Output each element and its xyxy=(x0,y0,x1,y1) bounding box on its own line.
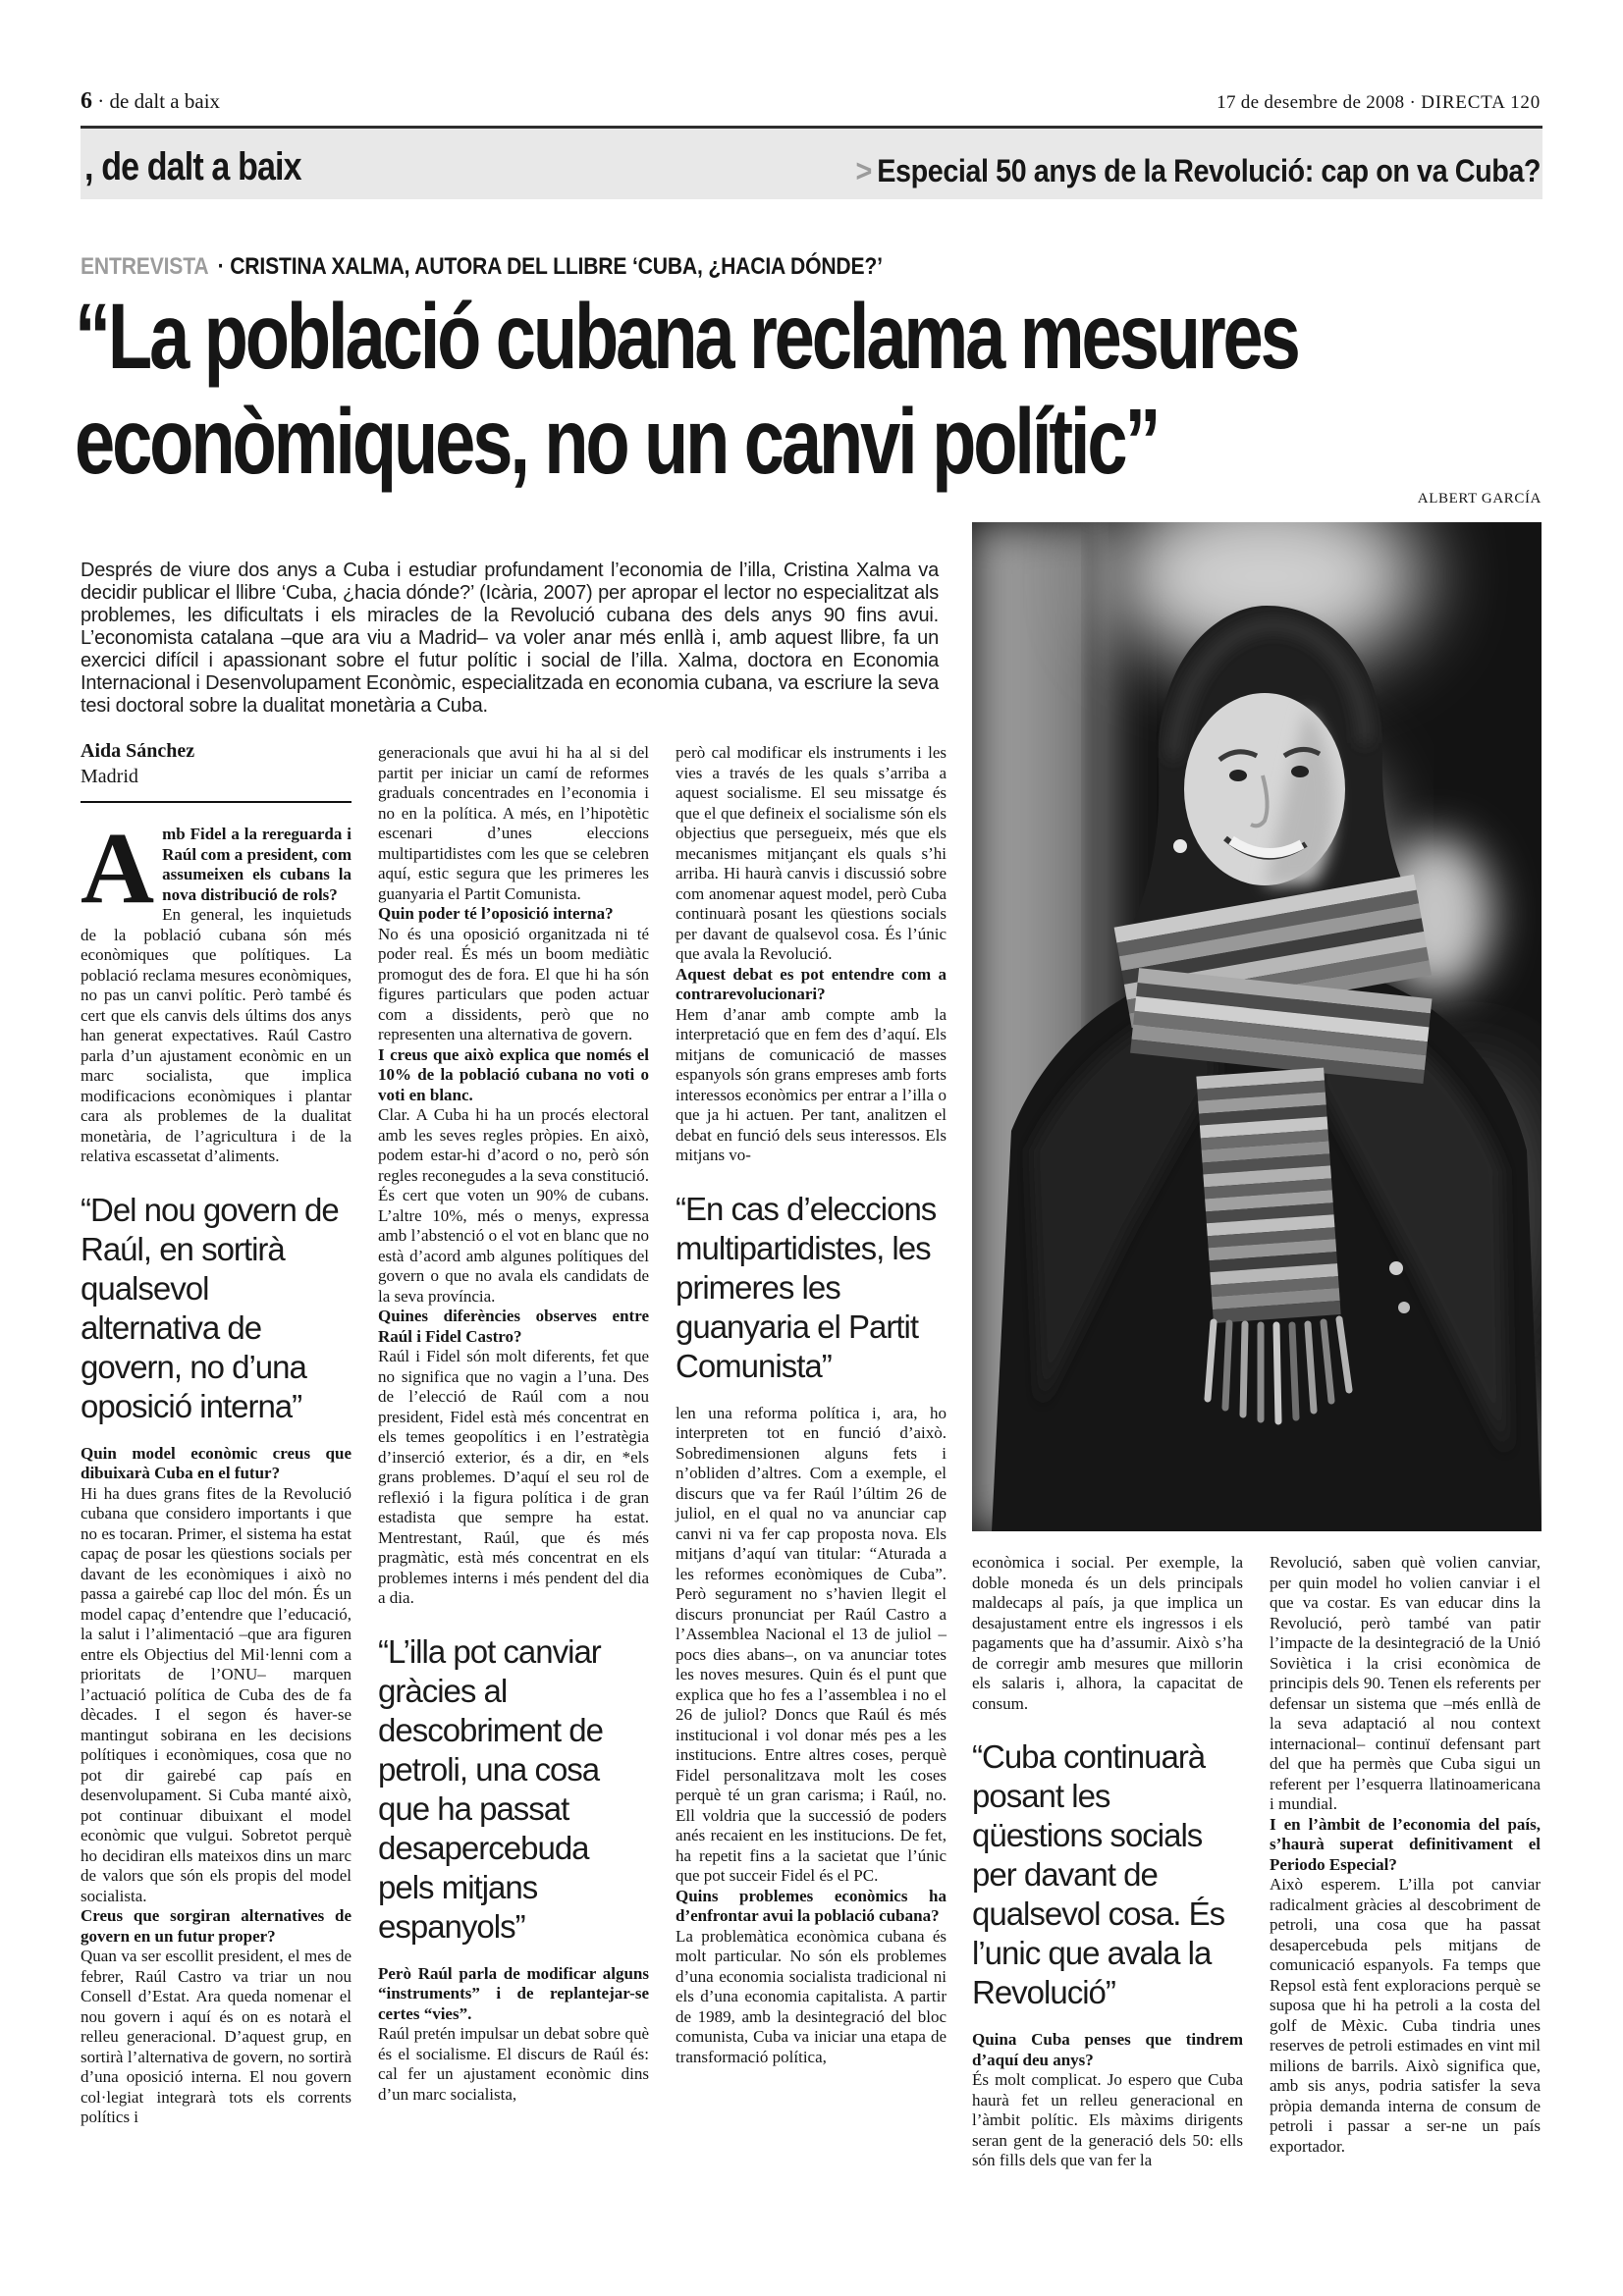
drop-cap: A xyxy=(81,812,155,925)
article-paragraph: generacionals que avui hi ha al si del partit per iniciar un camí de reformes graduals concentrades en l’economia i no en la política. A més, en l’hipotètic escenari d’unes eleccions multipartidistes com les que se celebren aquí, estic segura que les primeres les guanyaria el Partit Comunista. xyxy=(378,743,649,903)
interview-question: I creus que això explica que només el 10% de la població cubana no voti o voti en blanc. xyxy=(378,1044,649,1104)
interview-question: Quines diferències observes entre Raúl i Fidel Castro? xyxy=(378,1307,649,1346)
article-column-3 xyxy=(676,743,947,2067)
portrait-photo-art xyxy=(972,522,1542,1531)
interview-question: I en l’àmbit de l’economia del país, s’haurà superat definitivament el Periodo Especial? xyxy=(1270,1814,1541,1874)
interview-question: Amb Fidel a la rereguarda i Raúl com a president, com assumeixen els cubans la nova distribució de rols? xyxy=(81,812,352,925)
byline xyxy=(81,738,352,789)
photo-credit: ALBERT GARCÍA xyxy=(1417,491,1542,507)
page-section-label: · de dalt a baix xyxy=(97,89,221,113)
kicker-text: · CRISTINA XALMA, AUTORA DEL LLIBRE ‘CUBA, ¿HACIA DÓNDE?’ xyxy=(217,253,883,280)
issue-number: DIRECTA 120 xyxy=(1421,92,1541,113)
pull-quote: “L’illa pot canviar gràcies al descobriment de petroli, una cosa que ha passat desapercebuda pels mitjans espanyols” xyxy=(378,1632,603,1945)
interview-question: Quin model econòmic creus que dibuixarà Cuba en el futur? xyxy=(81,1443,352,1482)
article-paragraph: Raúl i Fidel són molt diferents, fet que no significa que no vagin a l’una. Des de l’elecció de Raúl com a nou president, Fidel està més concentrat en els temes geopolítics i en l’estratègia d’inserció exterior, és a dir, en *els grans problemes. D’aquí el seu rol de reflexió i la figura política i de gran estadista que sempre ha estat. Mentrestant, Raúl, que és més pragmàtic, està més concentrat en els problemes interns i més pendent del dia a dia. xyxy=(378,1347,649,1607)
byline-rule xyxy=(81,801,352,803)
kicker-label: ENTREVISTA xyxy=(81,253,209,280)
article-paragraph: Revolució, saben què volien canviar, per quin model ho volien canviar i el que va costar. Es van educar dins la Revolució, però també van patir l’impacte de la desintegració de la Unió Soviètica i la crisi econòmica de principis dels 90. Tenen els referents per defensar un sistema que –més enllà de la seva adaptació al nou context internacional– continuï defensant part del que ha permès que Cuba sigui un referent per l’esquerra llatinoamericana i mundial. xyxy=(1270,1553,1541,1813)
interview-question: Creus que sorgiran alternatives de govern en un futur proper? xyxy=(81,1906,352,1946)
pull-quote: “Cuba continuarà posant les qüestions socials per davant de qualsevol cosa. És l’unic que avala la Revolució” xyxy=(972,1738,1225,2010)
issue-info xyxy=(1217,92,1541,114)
interview-question: Però Raúl parla de modificar alguns “instruments” i de replantejar-se certes “vies”. xyxy=(378,1963,649,2023)
interview-question: Aquest debat es pot entendre com a contrarevolucionari? xyxy=(676,964,947,1003)
article-paragraph: La problemàtica econòmica cubana és molt particular. No són els problemes d’una economia socialista tradicional ni els d’una economia capitalista. A partir de 1989, amb la desintegració del bloc comunista, Cuba va iniciar una etapa de transformació política, xyxy=(676,1926,947,2066)
article-column-1 xyxy=(81,738,352,2128)
article-paragraph: Hi ha dues grans fites de la Revolució cubana que considero importants i que no es tocaran. Primer, el sistema ha estat capaç de posar les qüestions socials per davant de les econòmiques i això no passa a gairebé cap lloc del món. És un model capaç d’entendre que l’educació, la salut i l’alimentació –que ara figuren entre els Objectius del Mil·lenni com a prioritats de l’ONU– marquen l’actuació política de Cuba des de fa dècades. I el segon és haver-se mantingut sobirana en les decisions polítiques i econòmiques, cosa que no pot dir gairebé cap país en desenvolupament. Si Cuba manté això, pot continuar dibuixant el model econòmic que vulgui. Sobretot perquè ho decidiran ells mateixos dins un marc de valors que són els propis del model socialista. xyxy=(81,1483,352,1905)
interview-question: Quin poder té l’oposició interna? xyxy=(378,904,614,923)
pull-quote: “Del nou govern de Raúl, en sortirà qualsevol alternativa de govern, no d’una oposició interna” xyxy=(81,1191,339,1424)
article-paragraph: No és una oposició organitzada ni té poder real. És més un boom mediàtic promogut des de fora. El que hi ha són figures particulars que poden actuar com a dissidents, però que no representen una alternativa de govern. xyxy=(378,924,649,1043)
special-header-label: Especial 50 anys de la Revolució: cap on va Cuba? xyxy=(877,153,1541,188)
article-column-4 xyxy=(972,1553,1243,2171)
article-paragraph: Quan va ser escollit president, el mes de febrer, Raúl Castro va triar un nou Consell d’Estat. Ara queda nomenar el nou govern i aquí és on es notarà el relleu generacional. D’aquest grup, en sortirà l’alternativa de govern, no sortirà d’una oposició interna. El nou govern col·legiat integrarà tots els corrents polítics i xyxy=(81,1947,352,2126)
section-title: , de dalt a baix xyxy=(84,145,301,188)
article-paragraph: Hem d’anar amb compte amb la interpretació que en fem des d’aquí. Els mitjans de comunicació de masses espanyols són grans empreses amb forts interessos econòmics per entrar a l’illa o que ja hi actuen. Per tant, analitzen el debat en funció dels seus interessos. Els mitjans vo- xyxy=(676,1004,947,1164)
article-lead: Després de viure dos anys a Cuba i estudiar profundament l’economia de l’illa, Cristina Xalma va decidir publicar el llibre ‘Cuba, ¿hacia dónde?’ (Icària, 2007) per apropar el lector no especialitzat als problemes, les dificultats i els miracles de la Revolució cubana des dels anys 90 fins avui. L’economista catalana –que ara viu a Madrid– va voler anar més enllà i, amb aquest llibre, fa un exercici difícil i apassionant sobre el futur polític i social de l’illa. Xalma, doctora en Economia Internacional i Desenvolupament Econòmic, especialitzada en economia cubana, va escriure la seva tesi doctoral sobre la dualitat monetària a Cuba. xyxy=(81,560,939,717)
page-folio xyxy=(81,88,220,115)
article-paragraph: però cal modificar els instruments i les vies a través de les quals s’arriba a aquest socialisme. El seu missatge és que el que defineix el socialisme són els objectius que persegueix, més que els mecanismes mitjançant els quals s’hi arriba. Hi haurà canvis i discussió sobre com anomenar aquest model, però Cuba continuarà posant les qüestions socials per davant de qualsevol cosa. És l’únic que avala la Revolució. xyxy=(676,743,947,963)
special-header xyxy=(855,153,1541,189)
article-paragraph: Clar. A Cuba hi ha un procés electoral amb les seves regles pròpies. En això, podem estar-hi d’acord o no, però són regles reconegudes a la seva constitució. És cert que voten un 90% de cubans. L’altre 10%, més o menys, expressa amb l’abstenció o el vot en blanc que no està d’acord amb algunes polítiques del govern o que no avala els candidats de la seva província. xyxy=(378,1105,649,1306)
byline-author: Aida Sánchez xyxy=(81,740,195,762)
dot-separator: · xyxy=(1409,92,1417,113)
article-paragraph: És molt complicat. Jo espero que Cuba haurà fet un relleu generacional en l’àmbit polític. Els màxims dirigents seran gent de la generació dels 50: ells són fills dels que van fer la xyxy=(972,2070,1243,2169)
article-kicker xyxy=(81,253,883,281)
article-column-2 xyxy=(378,743,649,2105)
article-paragraph: En general, les inquietuds de la població cubana són més econòmiques que polítiques. La població reclama mesures econòmiques, no pas un canvi polític. Però també és cert que els canvis dels últims dos anys han generat expectatives. Raúl Castro parla d’un ajustament econòmic en un marc socialista, que implica modificacions econòmiques i plantar cara als problemes de la dualitat monetària, de l’agricultura i de la relativa escassetat d’aliments. xyxy=(81,905,352,1165)
pull-quote: “En cas d’eleccions multipartidistes, les primeres les guanyaria el Partit Comunista” xyxy=(676,1190,937,1384)
chevron-icon: > xyxy=(855,153,872,188)
byline-place: Madrid xyxy=(81,766,138,787)
article-paragraph: Això esperem. L’illa pot canviar radicalment gràcies al descobriment de petroli, una cosa que ha passat desapercebuda pels mitjans de comunicació espanyols. Fa temps que Repsol està fent exploracions perquè se suposa que hi ha petroli a la costa del golf de Mèxic. Cuba tindria unes reserves de petroli estimades en vint mil milions de barrils. Això significa que, amb sis anys, podria satisfer la seva pròpia demanda interna de consum de petroli i passar a ser-ne un país exportador. xyxy=(1270,1875,1541,2156)
article-headline: “La població cubana reclama mesures econòmiques, no un canvi polític” xyxy=(75,285,1298,495)
interview-question: Quins problemes econòmics ha d’enfrontar avui la població cubana? xyxy=(676,1886,947,1925)
article-paragraph: econòmica i social. Per exemple, la doble moneda és un dels principals maldecaps al país, ja que implica un desajustament entre els ingressos i els pagaments que ha d’assumir. Això s’ha de corregir amb mesures que millorin els salaris i, alhora, la capacitat de consum. xyxy=(972,1553,1243,1713)
page-number: 6 xyxy=(81,88,92,114)
article-paragraph: Raúl pretén impulsar un debat sobre què és el socialisme. El discurs de Raúl és: cal fer un ajustament econòmic dins d’un marc socialista, xyxy=(378,2024,649,2104)
portrait-photo xyxy=(972,522,1542,1531)
article-column-5 xyxy=(1270,1553,1541,2157)
issue-date: 17 de desembre de 2008 xyxy=(1217,92,1405,113)
article-paragraph: len una reforma política i, ara, ho interpreten tot en funció d’això. Sobredimensionen alguns fets i n’obliden d’altres. Com a exemple, el discurs que va fer Raúl l’últim 26 de juliol, en el qual no va anunciar cap canvi ni va fer cap proposta nova. Els mitjans d’aquí van titular: “Aturada a les reformes econòmiques de Cuba”. Però segurament no s’havien llegit el discurs pronunciat per Raúl Castro a l’Assemblea Nacional el 13 de juliol –pocs dies abans–, on va anunciar totes les noves mesures. Quin és el punt que explica que ho fes a l’assemblea i no el 26 de juliol? Doncs que Raúl és més institucional i vol donar més pes a les institucions. Entre altres coses, perquè Fidel personalitzava molt les coses perquè té un gran carisma; i Raúl, no. Ell voldria que la successió de poders anés recaient en les institucions. De fet, ha repetit fins a la sacietat que l’únic que pot succeir Fidel és el PC. xyxy=(676,1403,947,1885)
interview-question: Quina Cuba penses que tindrem d’aquí deu anys? xyxy=(972,2030,1243,2069)
